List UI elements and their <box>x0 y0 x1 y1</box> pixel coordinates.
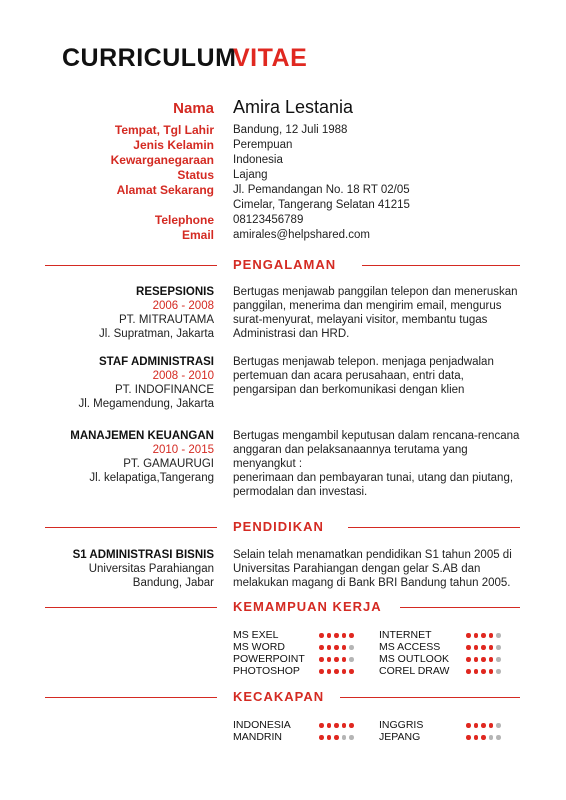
rating-dot-filled <box>327 633 332 638</box>
desc-line: menyangkut : <box>233 458 303 470</box>
desc-line: anggaran dan pelaksanaannya terutama yang <box>233 444 468 456</box>
rating-dot-filled <box>474 657 479 662</box>
language-row-name: MANDRIN <box>233 731 282 743</box>
rating-dot-filled <box>481 735 486 740</box>
rating-dot-filled <box>342 633 347 638</box>
rating-dots <box>319 669 354 674</box>
name-value: Amira Lestania <box>233 97 354 117</box>
skill-row-name: INTERNET <box>379 629 432 641</box>
rating-dot-filled <box>349 723 354 728</box>
job-role: MANAJEMEN KEUANGAN <box>70 430 214 442</box>
rating-dot-filled <box>489 645 494 650</box>
address-value-line2: Cimelar, Tangerang Selatan 41215 <box>233 199 410 211</box>
divider-left <box>45 527 217 528</box>
job-period: 2008 - 2010 <box>152 370 214 382</box>
rating-dot-filled <box>474 735 479 740</box>
divider-right <box>348 527 520 528</box>
section-experience: PENGALAMAN <box>233 257 337 272</box>
desc-line: Universitas Parahiangan dengan gelar S.AB dan <box>233 563 481 575</box>
degree: S1 ADMINISTRASI BISNIS <box>72 549 214 561</box>
name-label: Nama <box>173 100 214 117</box>
rating-dot-filled <box>481 723 486 728</box>
desc-line: surat-menyurat, melayani visitor, membantu tugas <box>233 314 488 326</box>
address-value: Jl. Pemandangan No. 18 RT 02/05 <box>233 184 410 196</box>
desc-line: penerimaan dan pembayaran tunai, utang dan piutang, <box>233 472 514 484</box>
rating-dot-filled <box>466 669 471 674</box>
rating-dot-empty <box>349 657 354 662</box>
rating-dot-filled <box>481 633 486 638</box>
rating-dot-filled <box>474 669 479 674</box>
rating-dots <box>466 657 501 662</box>
divider-left <box>45 265 217 266</box>
rating-dots <box>466 723 501 728</box>
rating-dot-filled <box>466 735 471 740</box>
rating-dot-empty <box>496 735 501 740</box>
section-skills: KEMAMPUAN KERJA <box>233 599 382 614</box>
rating-dot-filled <box>489 669 494 674</box>
birth-label: Tempat, Tgl Lahir <box>114 123 214 137</box>
rating-dot-filled <box>327 735 332 740</box>
birth-value: Bandung, 12 Juli 1988 <box>233 124 348 136</box>
language-row-name: INDONESIA <box>233 719 291 731</box>
rating-dot-filled <box>319 735 324 740</box>
rating-dot-filled <box>481 657 486 662</box>
education-description <box>233 548 523 590</box>
desc-line: pertemuan dan acara perusahaan, entri data, <box>233 370 464 382</box>
job-period: 2006 - 2008 <box>152 300 214 312</box>
rating-dots <box>466 735 501 740</box>
gender-label: Jenis Kelamin <box>133 138 214 152</box>
desc-line: panggilan, menerima dan mengirim email, mengurus <box>233 300 502 312</box>
rating-dot-empty <box>349 645 354 650</box>
nationality-label: Kewarganegaraan <box>110 153 214 167</box>
divider-left <box>45 697 217 698</box>
email-value: amirales@helpshared.com <box>233 229 370 241</box>
email-label: Email <box>181 228 214 242</box>
rating-dots <box>319 657 354 662</box>
rating-dot-filled <box>489 633 494 638</box>
rating-dots <box>466 669 501 674</box>
rating-dots <box>466 645 501 650</box>
job-description <box>233 429 523 499</box>
experience-entry <box>70 429 214 485</box>
rating-dot-filled <box>466 633 471 638</box>
divider-right <box>340 697 520 698</box>
rating-dot-empty <box>496 645 501 650</box>
rating-dots <box>319 645 354 650</box>
rating-dots <box>319 723 354 728</box>
job-period: 2010 - 2015 <box>152 444 214 456</box>
rating-dot-filled <box>342 657 347 662</box>
rating-dot-filled <box>319 645 324 650</box>
rating-dot-filled <box>327 657 332 662</box>
rating-dot-filled <box>342 723 347 728</box>
job-company: PT. MITRAUTAMA <box>119 314 214 326</box>
status-label: Status <box>177 168 214 182</box>
rating-dot-filled <box>474 645 479 650</box>
desc-line: Bertugas menjawab telepon. menjaga penjadwalan <box>233 356 494 368</box>
rating-dot-filled <box>342 669 347 674</box>
rating-dot-filled <box>474 723 479 728</box>
rating-dot-empty <box>342 735 347 740</box>
title-curriculum: CURRICULUM <box>62 44 237 72</box>
rating-dot-filled <box>466 657 471 662</box>
rating-dots <box>466 633 501 638</box>
rating-dots <box>319 633 354 638</box>
divider-right <box>362 265 520 266</box>
rating-dot-filled <box>319 657 324 662</box>
rating-dot-filled <box>466 723 471 728</box>
rating-dot-filled <box>334 633 339 638</box>
skill-row-name: MS EXEL <box>233 629 279 641</box>
job-description <box>233 355 523 397</box>
rating-dot-filled <box>474 633 479 638</box>
skill-row-name: MS WORD <box>233 641 285 653</box>
phone-value: 08123456789 <box>233 214 304 226</box>
rating-dot-empty <box>496 669 501 674</box>
job-company: PT. GAMAURUGI <box>123 458 214 470</box>
rating-dot-filled <box>349 633 354 638</box>
rating-dot-filled <box>334 645 339 650</box>
experience-entry <box>99 285 214 341</box>
rating-dot-filled <box>466 645 471 650</box>
rating-dot-filled <box>481 645 486 650</box>
divider-left <box>45 607 217 608</box>
rating-dot-filled <box>349 669 354 674</box>
job-description <box>233 285 523 341</box>
school: Universitas Parahiangan <box>88 563 214 575</box>
job-address: Jl. Megamendung, Jakarta <box>78 398 214 410</box>
section-languages: KECAKAPAN <box>233 689 325 704</box>
skill-row-name: MS ACCESS <box>379 641 441 653</box>
desc-line: Selain telah menamatkan pendidikan S1 tahun 2005 di <box>233 549 512 561</box>
rating-dot-filled <box>489 657 494 662</box>
gender-value: Perempuan <box>233 139 293 151</box>
rating-dot-filled <box>319 633 324 638</box>
divider-right <box>400 607 520 608</box>
phone-label: Telephone <box>154 213 214 227</box>
job-role: RESEPSIONIS <box>136 286 214 298</box>
rating-dot-filled <box>327 645 332 650</box>
job-role: STAF ADMINISTRASI <box>99 356 214 368</box>
desc-line: melakukan magang di Bank BRI Bandung tahun 2005. <box>233 577 511 589</box>
rating-dot-filled <box>334 657 339 662</box>
rating-dot-empty <box>496 657 501 662</box>
rating-dot-filled <box>327 723 332 728</box>
desc-line: Bertugas mengambil keputusan dalam rencana-rencana <box>233 430 520 442</box>
rating-dots <box>319 735 354 740</box>
rating-dot-empty <box>489 735 494 740</box>
language-row-name: INGGRIS <box>379 719 424 731</box>
language-row-name: JEPANG <box>379 731 421 743</box>
rating-dot-filled <box>481 669 486 674</box>
rating-dot-filled <box>334 735 339 740</box>
job-address: Jl. kelapatiga,Tangerang <box>89 472 214 484</box>
section-education: PENDIDIKAN <box>233 519 324 534</box>
address-label: Alamat Sekarang <box>116 183 214 197</box>
rating-dot-empty <box>496 633 501 638</box>
skill-row-name: COREL DRAW <box>379 665 450 677</box>
rating-dot-empty <box>349 735 354 740</box>
skill-row-name: PHOTOSHOP <box>233 665 300 677</box>
rating-dot-filled <box>327 669 332 674</box>
nationality-value: Indonesia <box>233 154 283 166</box>
rating-dot-filled <box>489 723 494 728</box>
desc-line: permodalan dan investasi. <box>233 486 368 498</box>
desc-line: Administrasi dan HRD. <box>233 328 350 340</box>
desc-line: Bertugas menjawab panggilan telepon dan meneruskan <box>233 286 518 298</box>
desc-line: pengarsipan dan berkomunikasi dengan klien <box>233 384 465 396</box>
rating-dot-filled <box>334 723 339 728</box>
rating-dot-filled <box>319 723 324 728</box>
skill-row-name: MS OUTLOOK <box>379 653 450 665</box>
job-company: PT. INDOFINANCE <box>114 384 214 396</box>
rating-dot-empty <box>496 723 501 728</box>
education-entry <box>73 548 214 590</box>
school-city: Bandung, Jabar <box>132 577 214 589</box>
job-address: Jl. Supratman, Jakarta <box>98 328 214 340</box>
experience-entry <box>78 355 214 411</box>
title-vitae: VITAE <box>233 44 308 72</box>
rating-dot-filled <box>342 645 347 650</box>
rating-dot-filled <box>319 669 324 674</box>
skill-row-name: POWERPOINT <box>233 653 305 665</box>
rating-dot-filled <box>334 669 339 674</box>
status-value: Lajang <box>233 169 268 181</box>
